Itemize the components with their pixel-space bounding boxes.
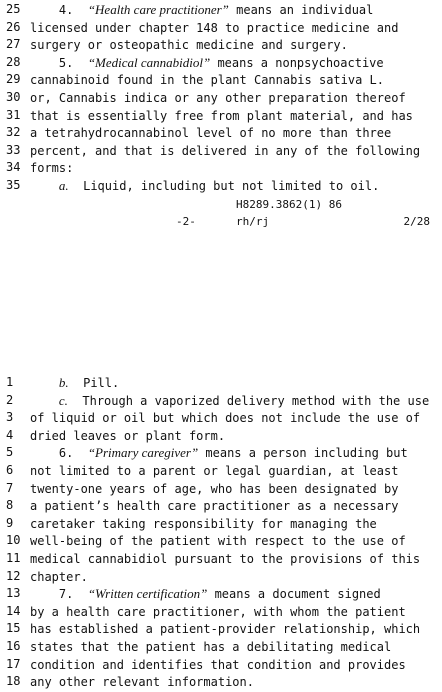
line-number: 25 (6, 2, 21, 16)
page-number: -2- (176, 215, 196, 228)
line-body: chapter. (30, 569, 88, 584)
line-number: 17 (6, 656, 21, 671)
line-number: 29 (6, 72, 21, 87)
page-count: 2/28 (403, 215, 430, 228)
line-text (30, 89, 438, 108)
defined-term: a. (58, 177, 69, 193)
line-text (30, 673, 438, 692)
line-indent (30, 587, 59, 601)
drafter-initials: rh/rj (236, 215, 270, 228)
line-body: surgery or osteopathic medicine and surgery. (30, 38, 348, 53)
line-body: states that the patient has a debilitating medical (30, 639, 392, 654)
line-body: well-being of the patient with respect to the use of (30, 534, 406, 549)
line-number: 8 (6, 498, 14, 513)
line-text (30, 444, 438, 463)
line-number: 4 (6, 427, 14, 442)
defined-term: b. (58, 375, 69, 390)
section-number: 5. (58, 55, 88, 70)
line-text (30, 480, 438, 499)
line-text (30, 54, 438, 73)
line-number: 11 (6, 550, 21, 565)
document-line (0, 1, 442, 19)
document-line (0, 427, 442, 445)
line-text (30, 19, 438, 38)
line-text (30, 532, 438, 551)
line-text (30, 177, 438, 196)
line-number: 35 (6, 177, 21, 192)
line-body: not limited to a parent or legal guardian, at least (30, 463, 399, 478)
document-line (0, 638, 442, 656)
line-indent (30, 446, 59, 460)
line-body: Through a vaporized delivery method with the use (67, 393, 430, 408)
line-text (30, 71, 438, 90)
line-body: Liquid, including but not limited to oil. (68, 178, 380, 193)
line-body: twenty-one years of age, who has been designated by (30, 481, 399, 496)
document-line (0, 532, 442, 550)
defined-term: “Written certification” (87, 586, 208, 602)
section-number: 6. (58, 446, 88, 461)
line-number: 30 (6, 89, 21, 104)
line-number: 18 (6, 674, 21, 689)
line-number: 26 (6, 19, 21, 34)
line-number: 28 (6, 54, 21, 69)
line-body: of liquid or oil but which does not include the use of (30, 411, 421, 426)
document-line (0, 36, 442, 54)
line-number: 12 (6, 568, 21, 583)
section-number: 7. (58, 587, 88, 602)
line-body: dried leaves or plant form. (30, 428, 226, 443)
line-body: Pill. (68, 376, 120, 390)
line-text (30, 550, 438, 569)
document-line (0, 107, 442, 125)
document-line (0, 603, 442, 621)
line-body: condition and identifies that condition and provides (30, 657, 406, 672)
line-body: or, Cannabis indica or any other preparation thereof (30, 90, 406, 105)
line-text (30, 620, 438, 639)
line-text (30, 603, 438, 622)
line-number: 15 (6, 621, 21, 636)
line-number: 31 (6, 107, 21, 122)
line-indent (30, 394, 59, 408)
line-body: cannabinoid found in the plant Cannabis sativa L. (30, 73, 385, 88)
line-body: a patient’s health care practitioner as a necessary (30, 499, 399, 514)
document-line (0, 673, 442, 691)
line-text (30, 462, 438, 481)
line-text (30, 374, 438, 393)
line-number: 13 (6, 586, 21, 601)
document-line (0, 392, 442, 410)
line-text (30, 638, 438, 657)
line-text (30, 124, 438, 143)
line-number: 27 (6, 37, 21, 52)
line-text (30, 36, 438, 55)
document-line (0, 374, 442, 392)
line-text (30, 392, 438, 411)
line-number: 7 (6, 480, 14, 495)
bottom-page-section (0, 374, 442, 691)
footer-row (0, 213, 442, 230)
line-text (30, 497, 438, 516)
document-line (0, 142, 442, 160)
document-line (0, 444, 442, 462)
line-number: 34 (6, 160, 21, 175)
line-body: has established a patient-provider relationship, which (30, 622, 421, 637)
document-line (0, 497, 442, 515)
line-text (30, 107, 438, 126)
line-body: means a document signed (207, 587, 381, 602)
defined-term: c. (58, 392, 68, 408)
document-line (0, 568, 442, 586)
line-body: percent, and that is delivered in any of the following (30, 143, 421, 158)
document-line (0, 480, 442, 498)
line-number: 6 (6, 462, 14, 477)
document-line (0, 409, 442, 427)
line-indent (30, 179, 59, 193)
defined-term: “Primary caregiver” (87, 445, 199, 461)
document-line (0, 124, 442, 142)
line-body: means an individual (228, 3, 374, 17)
line-text (30, 656, 438, 675)
line-number: 2 (6, 392, 14, 407)
document-line (0, 620, 442, 638)
line-body: that is essentially free from plant material, and has (30, 108, 413, 123)
defined-term: “Medical cannabidiol” (87, 54, 211, 70)
line-number: 5 (6, 445, 14, 460)
line-text (30, 142, 438, 161)
line-text (30, 409, 438, 428)
document-line (0, 585, 442, 603)
page-footer (0, 196, 442, 236)
line-indent (30, 376, 59, 390)
section-number: 4. (58, 3, 88, 17)
line-indent (30, 56, 59, 70)
document-line (0, 89, 442, 107)
line-number: 14 (6, 603, 21, 618)
document-line (0, 177, 442, 195)
line-body: medical cannabidiol pursuant to the provisions of this (30, 551, 421, 566)
bill-code: H8289.3862(1) 86 (236, 198, 342, 211)
line-body: by a health care practitioner, with whom the patient (30, 604, 406, 619)
line-body: forms: (30, 161, 74, 176)
line-body: means a nonpsychoactive (210, 55, 384, 70)
line-text (30, 1, 438, 20)
document-line (0, 462, 442, 480)
line-body: means a person including but (198, 446, 408, 461)
line-number: 10 (6, 533, 21, 548)
defined-term: “Health care practitioner” (87, 2, 229, 17)
document-line (0, 656, 442, 674)
document-line (0, 550, 442, 568)
document-line (0, 19, 442, 37)
line-number: 16 (6, 638, 21, 653)
line-indent (30, 3, 59, 17)
line-body: licensed under chapter 148 to practice medicine and (30, 20, 399, 35)
line-text (30, 568, 438, 587)
line-text (30, 515, 438, 534)
top-page-section (0, 1, 442, 195)
line-number: 1 (6, 375, 14, 389)
line-body: caretaker taking responsibility for managing the (30, 516, 377, 531)
document-line (0, 54, 442, 72)
line-body: a tetrahydrocannabinol level of no more than three (30, 126, 392, 141)
line-number: 33 (6, 142, 21, 157)
line-number: 3 (6, 410, 14, 425)
line-text (30, 427, 438, 446)
line-body: any other relevant information. (30, 675, 254, 690)
document-line (0, 71, 442, 89)
document-line (0, 159, 442, 177)
line-number: 32 (6, 125, 21, 140)
document-line (0, 515, 442, 533)
line-number: 9 (6, 515, 14, 530)
line-text (30, 159, 438, 178)
line-text (30, 585, 438, 604)
